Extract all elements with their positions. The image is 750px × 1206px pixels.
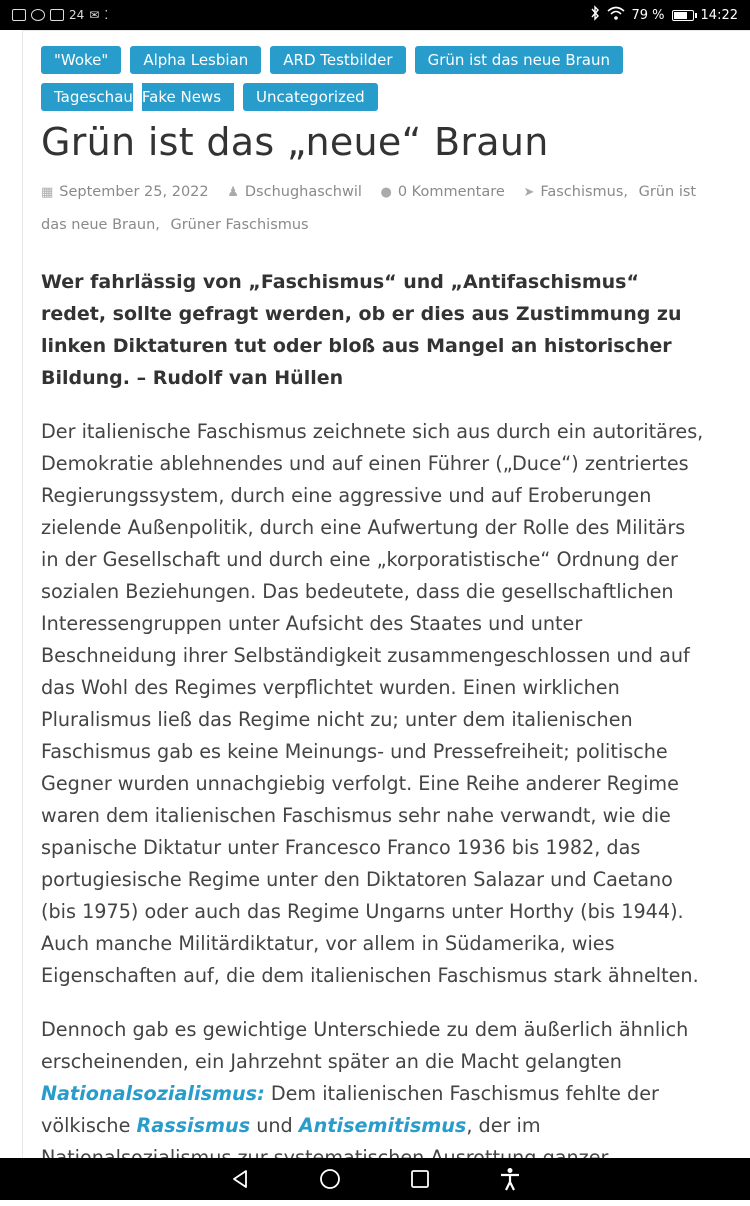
tag-uncategorized[interactable]: Uncategorized <box>243 83 378 111</box>
content-border-top <box>22 30 750 31</box>
article-meta <box>41 176 701 241</box>
comment-icon: ● <box>380 185 392 200</box>
home-icon[interactable] <box>316 1165 344 1193</box>
link-antisemitismus[interactable]: Antisemitismus <box>298 1114 467 1137</box>
web-page[interactable] <box>0 30 750 1158</box>
wifi-icon <box>607 6 625 24</box>
accessibility-icon[interactable] <box>496 1165 524 1193</box>
link-rassismus[interactable]: Rassismus <box>136 1114 251 1137</box>
tag-list <box>41 46 681 111</box>
paragraph-2-text: Dennoch gab es gewichtige Unterschiede zu dem äußerlich ähnlich erscheinenden, ein Jahrzehnt später an die Macht gelangten <box>41 1018 689 1073</box>
meta-author[interactable] <box>227 184 362 200</box>
battery-fill <box>674 12 687 19</box>
meta-date[interactable] <box>41 184 209 200</box>
author-text: Dschughaschwil <box>244 184 362 200</box>
tag-icon: ➤ <box>523 185 535 200</box>
battery-icon <box>672 10 694 21</box>
paragraph-1: Der italienische Faschismus zeichnete sich aus durch ein autoritäres, Demokratie ablehnendes und auf einen Führer („Duce“) zentriertes Regierungssystem, durch eine aggressive und auf Eroberungen zielende Außenpolitik, durch eine Aufwertung der Rolle des Militärs in der Gesellschaft und durch eine „korporatistische“ Ordnung der sozialen Beziehungen. Das bedeutete, dass die gesellschaftlichen Interessengruppen unter Aufsicht des Staates und unter Beschneidung ihrer Selbständigkeit zusammengeschlossen und auf das Wohl des Regimes verpflichtet wurden. Einen wirklichen Pluralismus ließ das Regime nicht zu; unter dem italienischen Faschismus gab es keine Meinungs- und Pressefreiheit; politische Gegner wurden unnachgiebig verfolgt. Eine Reihe anderer Regime waren dem italienischen Faschismus sehr nahe verwandt, wie die spanische Diktatur unter Francesco Franco 1936 bis 1982, das portugiesische Regime unter den Diktatoren Salazar und Caetano (bis 1975) oder auch das Regime Ungarns unter Horthy (bis 1944). Auch manche Militärdiktatur, vor allem in Südamerika, wies Eigenschaften auf, die dem italienischen Faschismus stark ähnelten. <box>41 420 704 987</box>
mail-icon: ✉ <box>89 8 100 22</box>
back-icon[interactable] <box>226 1165 254 1193</box>
category-link[interactable]: Faschismus <box>540 184 624 200</box>
notification-icons <box>12 9 108 21</box>
article-title: Grün ist das „neue“ Braun <box>41 120 549 164</box>
calendar-icon: ▦ <box>41 185 54 200</box>
paragraph-2-text: Dem italienischen Faschismus fehlte der völkische <box>41 1082 659 1137</box>
link-nationalsozialismus[interactable]: Nationalsozialismus: <box>41 1082 265 1105</box>
tag-gruen-ist-das-neue-braun[interactable]: Grün ist das neue Braun <box>415 46 623 74</box>
u-app-icon <box>50 9 64 21</box>
category-link[interactable]: Grün ist das neue Braun <box>41 184 697 233</box>
content-border <box>22 30 23 1158</box>
category-link[interactable]: Grüner Faschismus <box>170 217 309 233</box>
battery-percent: 79 % <box>631 7 665 23</box>
recents-icon[interactable] <box>406 1165 434 1193</box>
status-bar <box>0 0 750 30</box>
paragraph-2-text: und <box>250 1114 299 1137</box>
comments-text: 0 Kommentare <box>397 184 505 200</box>
more-dots-icon: ⁚ <box>104 8 109 22</box>
meta-categories: ➤ Faschismus, Grün ist das neue Braun, Grüner Faschismus <box>41 184 696 233</box>
tag-tageschau[interactable]: Tageschau <box>41 83 133 111</box>
system-indicators <box>590 6 739 24</box>
user-icon: ♟ <box>227 185 239 200</box>
tag-fake-news[interactable]: Fake News <box>142 83 234 111</box>
date-text: September 25, 2022 <box>59 184 209 200</box>
chrome-icon <box>31 9 45 21</box>
24-icon: 24 <box>69 8 85 22</box>
meta-comments[interactable] <box>380 184 504 200</box>
clock: 14:22 <box>700 7 738 23</box>
article <box>41 46 721 1206</box>
tag-alpha-lesbian[interactable]: Alpha Lesbian <box>130 46 261 74</box>
tag-ard-testbilder[interactable]: ARD Testbilder <box>270 46 405 74</box>
paragraph-2-text: , der im <box>466 1114 541 1137</box>
gallery-icon <box>12 9 26 21</box>
tag-woke[interactable]: "Woke" <box>41 46 121 74</box>
bluetooth-icon <box>590 6 600 24</box>
navigation-bar <box>0 1158 750 1200</box>
lead-quote: Wer fahrlässig von „Faschismus“ und „Antifaschismus“ redet, sollte gefragt werden, ob er dies aus Zustimmung zu linken Diktaturen tut oder bloß aus Mangel an historischer Bildung. – Rudolf van Hüllen <box>41 271 682 389</box>
